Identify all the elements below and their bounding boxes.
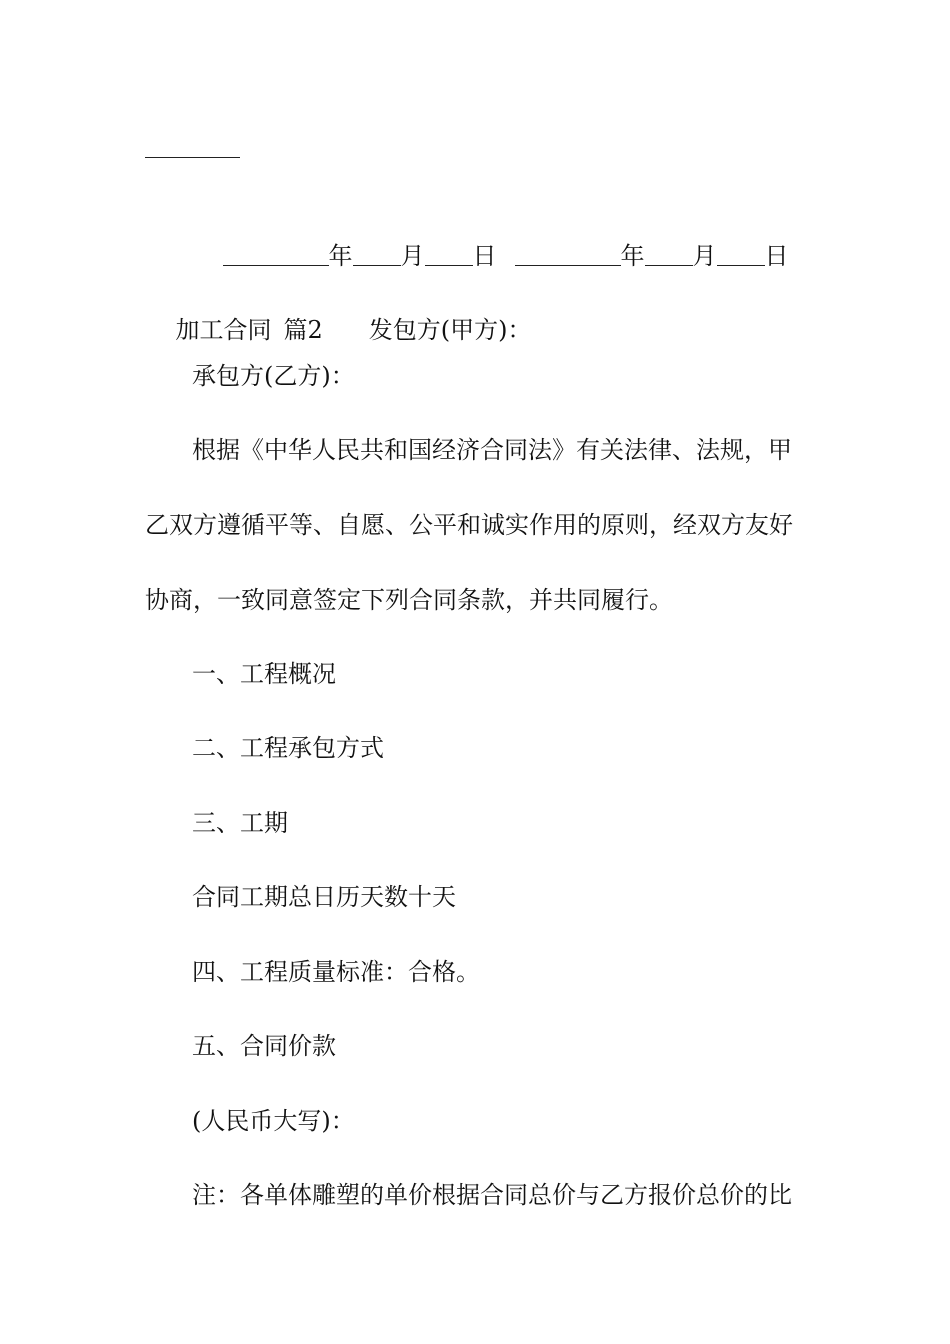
year-blank bbox=[223, 241, 329, 266]
section-heading-5: 五、合同价款 bbox=[192, 1032, 336, 1060]
day-label-2: 日 bbox=[764, 242, 789, 270]
price-uppercase-label: (人民币大写)： bbox=[192, 1107, 355, 1135]
paragraph-line-1: 根据《中华人民共和国经济合同法》有关法律、法规，甲 bbox=[192, 436, 792, 464]
section-label: 篇2 bbox=[283, 316, 323, 344]
section-heading-2: 二、工程承包方式 bbox=[192, 734, 384, 762]
paragraph-line-3: 协商，一致同意签定下列合同条款，并共同履行。 bbox=[145, 586, 673, 614]
section-heading-4: 四、工程质量标准：合格。 bbox=[192, 958, 480, 986]
party-a-label: 发包方(甲方)： bbox=[368, 316, 532, 344]
duration-text: 合同工期总日历天数十天 bbox=[192, 883, 456, 911]
paragraph-line-2: 乙双方遵循平等、自愿、公平和诚实作用的原则，经双方友好 bbox=[145, 511, 793, 539]
document-title: 加工合同 bbox=[175, 316, 272, 344]
day-blank bbox=[425, 241, 473, 266]
month-blank-2 bbox=[645, 241, 693, 266]
month-label-2: 月 bbox=[692, 242, 717, 270]
day-label: 日 bbox=[472, 242, 497, 270]
section-heading-3: 三、工期 bbox=[192, 809, 288, 837]
month-blank bbox=[353, 241, 401, 266]
section-heading-1: 一、工程概况 bbox=[192, 660, 336, 688]
signature-blank-line bbox=[145, 157, 240, 158]
day-blank-2 bbox=[717, 241, 765, 266]
note-text: 注：各单体雕塑的单价根据合同总价与乙方报价总价的比 bbox=[192, 1181, 792, 1209]
party-b-label: 承包方(乙方)： bbox=[192, 362, 355, 390]
year-label-2: 年 bbox=[620, 242, 645, 270]
month-label: 月 bbox=[400, 242, 425, 270]
year-label: 年 bbox=[328, 242, 353, 270]
year-blank-2 bbox=[515, 241, 621, 266]
